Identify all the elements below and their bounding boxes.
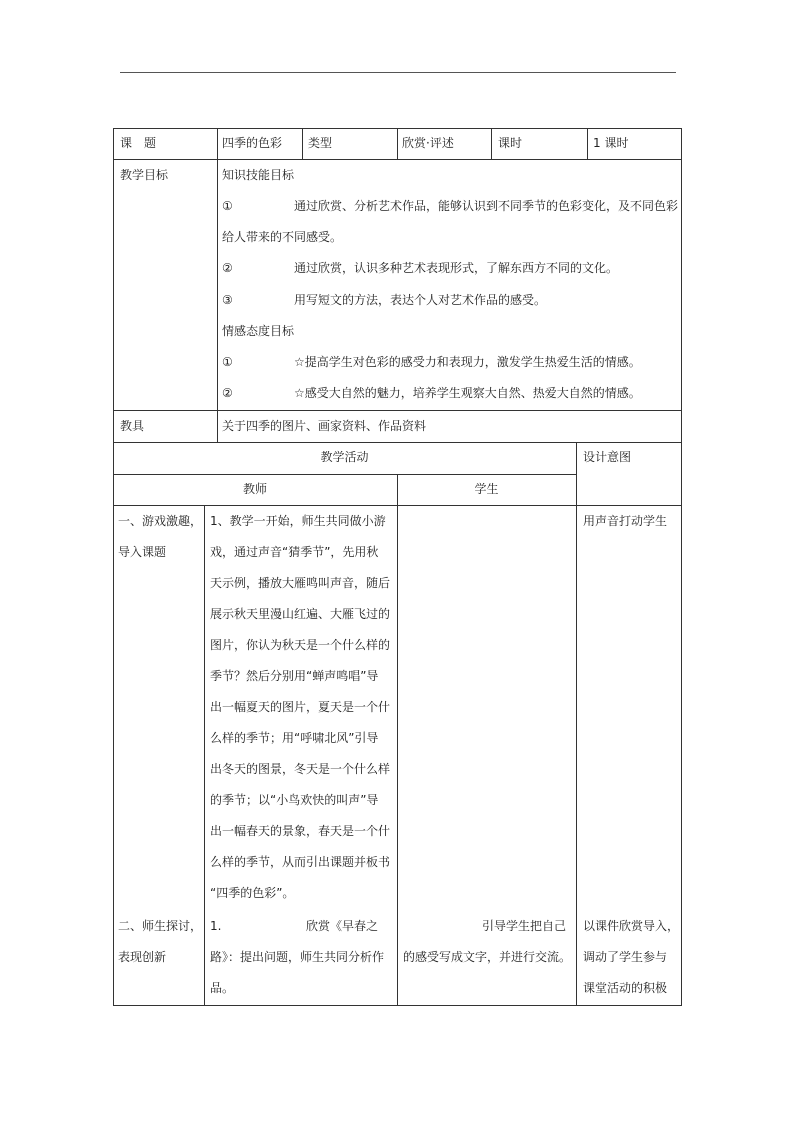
step1-teacher-line: 出冬天的图景，冬天是一个什么样 [210,762,391,776]
knowledge-3-number: ③ [222,293,233,307]
step1-teacher-line: 季节？然后分别用“蝉声鸣唱”导 [210,669,379,683]
step2-design-cont: 调动了学生参与 [583,950,668,964]
knowledge-2-number: ② [222,261,233,275]
knowledge-heading: 知识技能目标 [222,168,295,182]
emotion-1-text: ☆提高学生对色彩的感受力和表现力，激发学生热爱生活的情感。 [294,355,641,369]
teacher-header: 教师 [242,482,267,496]
knowledge-3-text: 用写短文的方法，表达个人对艺术作品的感受。 [294,293,547,307]
step1-teacher-line: 1、教学一开始，师生共同做小游 [210,514,386,528]
knowledge-1-text-cont: 给人带来的不同感受。 [222,230,343,244]
tools-content: 关于四季的图片、画家资料、作品资料 [222,419,427,433]
tools-label: 教具 [120,419,145,433]
step2-teacher-text-cont: 路》：提出问题，师生共同分析作 [210,950,385,964]
student-header: 学生 [474,482,499,496]
emotion-2-number: ② [222,386,233,400]
step1-teacher-line: 展示秋天里漫山红遍、大雁飞过的 [210,607,391,621]
emotion-heading: 情感态度目标 [222,324,295,338]
knowledge-2-text: 通过欣赏，认识多种艺术表现形式，了解东西方不同的文化。 [294,261,619,275]
type-value: 欣赏·评述 [402,136,454,150]
topic-label: 课 题 [120,136,157,150]
step2-teacher-text-end: 品。 [210,981,235,995]
step1-teacher-line: 图片，你认为秋天是一个什么样的 [210,638,391,652]
activities-header: 教学活动 [320,450,369,464]
hours-value: 1 课时 [593,136,629,150]
hours-label: 课时 [498,136,523,150]
emotion-1-number: ① [222,355,233,369]
step1-label-cont: 导入课题 [118,545,167,559]
step2-student-text-cont: 的感受写成文字，并进行交流。 [403,950,572,964]
knowledge-1-number: ① [222,199,233,213]
step1-label: 一、游戏激趣， [118,514,203,528]
step1-teacher-line: 戏，通过声音“猜季节”，先用秋 [210,545,379,559]
step1-design: 用声音打动学生 [583,514,668,528]
step2-label: 二、师生探讨， [118,919,203,933]
step2-teacher-number: 1. [210,919,222,933]
topic-value: 四季的色彩 [222,136,283,150]
step1-teacher-line: 么样的季节，从而引出课题并板书 [210,855,391,869]
goals-label: 教学目标 [120,168,169,182]
step1-teacher-line: 天示例，播放大雁鸣叫声音，随后 [210,576,391,590]
step2-label-cont: 表现创新 [118,950,167,964]
step2-teacher-text: 欣赏《早春之 [306,919,379,933]
emotion-2-text: ☆感受大自然的魅力，培养学生观察大自然、热爱大自然的情感。 [294,386,641,400]
step1-teacher-line: 出一幅夏天的图片，夏天是一个什 [210,700,391,714]
design-header: 设计意图 [583,450,632,464]
step2-design: 以课件欣赏导入， [583,919,680,933]
step1-teacher-line: 的季节；以“小鸟欢快的叫声”导 [210,793,379,807]
knowledge-1-text: 通过欣赏、分析艺术作品，能够认识到不同季节的色彩变化，及不同色彩 [294,199,679,213]
header-rule [120,72,676,73]
step1-teacher-line: 么样的季节；用“呼啸北风”引导 [210,731,379,745]
type-label: 类型 [308,136,333,150]
step2-design-end: 课堂活动的积极 [583,981,668,995]
step2-student-text: 引导学生把自己 [482,919,567,933]
step1-teacher-line: “四季的色彩”。 [210,886,295,900]
step1-teacher-line: 出一幅春天的景象，春天是一个什 [210,824,391,838]
